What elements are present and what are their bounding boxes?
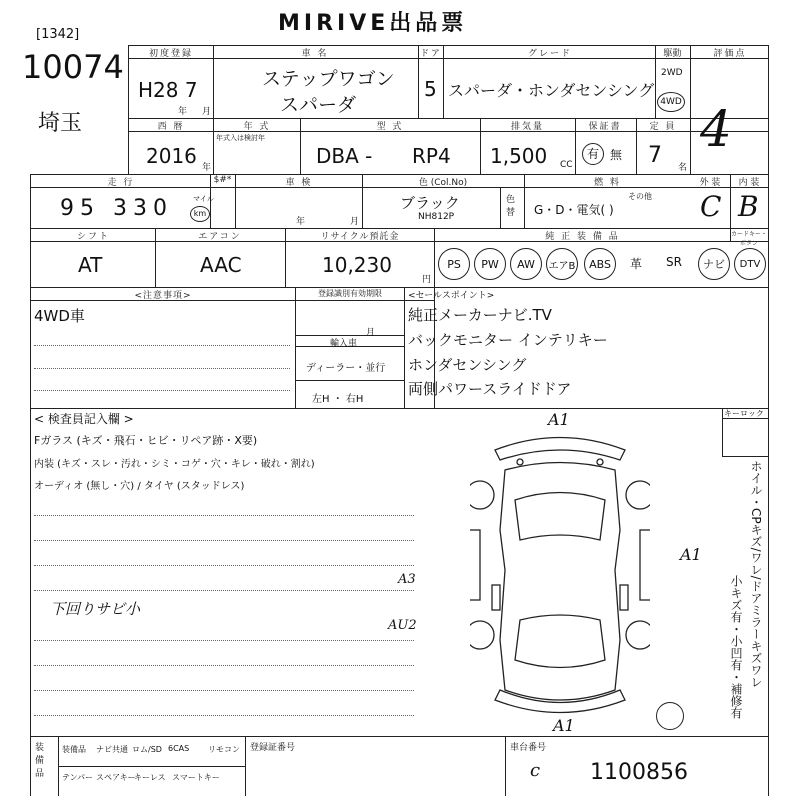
label-car-name: 車 名 xyxy=(301,49,329,59)
handwritten-note: 下回りサビ小 xyxy=(50,600,141,618)
label-capacity: 定 員 xyxy=(649,122,677,132)
chassis-number: 1100856 xyxy=(590,760,688,785)
lot-box: [1342] xyxy=(36,27,80,42)
color-change-label: 色 替 xyxy=(506,195,516,218)
label-shift: シフト xyxy=(76,232,110,242)
displacement-value: 1,500 xyxy=(490,144,548,168)
import-label: 輸入車 xyxy=(330,339,358,349)
side-note: ホイル・CPキズ/ワレ/ドアミラーキズワレ xyxy=(749,460,763,688)
label-recycle: リサイクル預託金 xyxy=(320,232,400,242)
mark-a3: A3 xyxy=(398,572,416,587)
label-notes: <注意事項> xyxy=(134,291,192,301)
label-inspection: 車 検 xyxy=(285,178,313,188)
equipment-aw: AW xyxy=(510,248,542,280)
label-score: 評価点 xyxy=(713,49,747,59)
first-reg-value: H28 7 xyxy=(138,78,198,102)
chassis-label: 車台番号 xyxy=(510,743,547,753)
label-year: 西 暦 xyxy=(157,122,185,132)
interior-grade: B xyxy=(738,190,759,223)
cc-unit: CC xyxy=(560,160,573,170)
car-name-line1: ステップワゴン xyxy=(262,68,395,90)
fuel-other: その他 xyxy=(628,192,652,201)
equipment-abs: ABS xyxy=(584,248,616,280)
notes-value: 4WD車 xyxy=(34,307,85,325)
equipment-sr: SR xyxy=(666,255,682,269)
score-value: 4 xyxy=(700,100,732,158)
footer-equip-keyless: キーレス xyxy=(134,773,166,782)
label-meter: $#* xyxy=(213,175,232,185)
recycle-value: 10,230 xyxy=(322,253,392,277)
door-count: 5 xyxy=(424,77,437,101)
inspection-year: 年 xyxy=(296,217,306,227)
equipment-leather: 革 xyxy=(630,257,643,271)
type-code: RP4 xyxy=(412,144,451,168)
side-note-2: 小キズ有・小凹有・補修有 xyxy=(729,575,743,719)
lot-number: 10074 xyxy=(22,48,124,86)
month-unit: 月 xyxy=(202,107,212,117)
type-prefix: DBA - xyxy=(316,144,373,168)
exterior-grade: C xyxy=(700,190,722,223)
footer-equip-navi: ナビ共通 xyxy=(96,745,128,754)
inspector-label: < 検査員記入欄 > xyxy=(34,412,134,426)
inspector-glass: Fガラス (キズ・飛石・ヒビ・リペア跡・X要) xyxy=(34,434,258,447)
label-first-reg: 初度登録 xyxy=(148,49,193,59)
car-name-line2: スパーダ xyxy=(280,94,357,116)
inspection-month: 月 xyxy=(350,217,360,227)
key-lock-label: キーロック xyxy=(724,409,764,418)
region-label: 埼玉 xyxy=(38,111,83,136)
label-aircon: エアコン xyxy=(198,232,242,242)
footer-left-label: 装備品 xyxy=(35,743,45,779)
mark-a1-bottom: A1 xyxy=(553,716,575,735)
label-exterior: 外 装 xyxy=(699,178,721,188)
footer-equip-rom: ロム/SD xyxy=(132,745,162,754)
mark-au2: AU2 xyxy=(388,618,417,633)
label-equipment: 純 正 装 備 品 xyxy=(545,232,620,242)
equipment-airbag: エアB xyxy=(546,248,578,280)
km-unit-circled: km xyxy=(190,206,210,222)
label-type: 型 式 xyxy=(376,122,404,132)
spare-tire-circle xyxy=(656,702,684,730)
label-model-year: 年 式 xyxy=(243,122,271,132)
label-warranty: 保証書 xyxy=(588,122,622,132)
label-door: ドア xyxy=(420,49,442,59)
drive-4wd-circled: 4WD xyxy=(657,92,685,112)
label-mileage: 走 行 xyxy=(107,178,135,188)
footer-equip-smartkey: スマートキー xyxy=(172,773,220,782)
label-drive: 駆動 xyxy=(663,49,682,59)
equipment-navi: ナビ xyxy=(698,248,730,280)
warranty-yes-circled: 有 xyxy=(582,143,604,165)
inspector-audio: オーディオ (無し・穴) / タイヤ (スタッドレス) xyxy=(34,481,245,492)
chassis-prefix: c xyxy=(530,760,541,781)
footer-equip-temper: テンパー xyxy=(62,773,94,782)
fuel-value: G・D・電気( ) xyxy=(534,203,614,217)
capacity-unit: 名 xyxy=(678,163,688,173)
year-value: 2016 xyxy=(146,144,197,168)
car-damage-diagram xyxy=(470,420,650,720)
year-unit: 年 xyxy=(202,163,212,173)
model-year-note: 年式入は検討年 xyxy=(216,134,265,142)
label-history: 登録識別有効期限 xyxy=(318,289,382,298)
warranty-no: 無 xyxy=(610,148,623,162)
selling-point-2: バックモニター インテリキー xyxy=(408,331,608,349)
label-color: 色 (Col.No) xyxy=(418,178,468,188)
selling-point-4: 両側パワースライドドア xyxy=(408,380,572,398)
era-unit: 年 xyxy=(178,107,188,117)
mileage-value: 95 330 xyxy=(60,196,173,221)
label-displacement: 排気量 xyxy=(510,122,544,132)
aircon-value: AAC xyxy=(200,253,242,277)
mile-unit: マイル xyxy=(193,195,214,203)
steering-option: 左H ・ 右H xyxy=(312,394,364,405)
mark-a1-top: A1 xyxy=(548,410,570,429)
footer-equip-remote: リモコン xyxy=(208,745,240,754)
label-key-type: カードキー・ボタン xyxy=(730,231,767,247)
footer-equip-6cas: 6CAS xyxy=(168,744,190,753)
selling-point-3: ホンダセンシング xyxy=(408,356,527,374)
registration-label: 登録証番号 xyxy=(250,743,296,753)
inspector-interior: 内装 (キズ・スレ・汚れ・シミ・コゲ・穴・キレ・破れ・割れ) xyxy=(34,459,315,470)
label-selling: <セールスポイント> xyxy=(408,291,495,301)
equipment-pw: PW xyxy=(474,248,506,280)
shift-value: AT xyxy=(78,253,103,277)
mark-a1-right: A1 xyxy=(680,545,702,564)
color-code: NH812P xyxy=(418,212,455,222)
document-title: MIRIVE出品票 xyxy=(278,11,468,36)
equipment-dtv: DTV xyxy=(734,248,766,280)
label-interior: 内 装 xyxy=(738,178,760,188)
yen-unit: 円 xyxy=(422,275,432,285)
grade-value: スパーダ・ホンダセンシング xyxy=(448,81,655,100)
capacity-value: 7 xyxy=(648,143,662,168)
history-month: 月 xyxy=(366,328,376,338)
footer-equip-spare: スペアキー xyxy=(96,773,136,782)
footer-equip-main: 装備品 xyxy=(62,745,86,754)
dealer-option: ディーラー・並行 xyxy=(306,363,386,374)
selling-point-1: 純正メーカーナビ.TV xyxy=(408,306,552,324)
color-value: ブラック xyxy=(400,194,460,212)
label-grade: グレード xyxy=(527,49,572,59)
label-fuel: 燃 料 xyxy=(594,178,621,188)
equipment-ps: PS xyxy=(438,248,470,280)
drive-2wd: 2WD xyxy=(661,68,683,78)
